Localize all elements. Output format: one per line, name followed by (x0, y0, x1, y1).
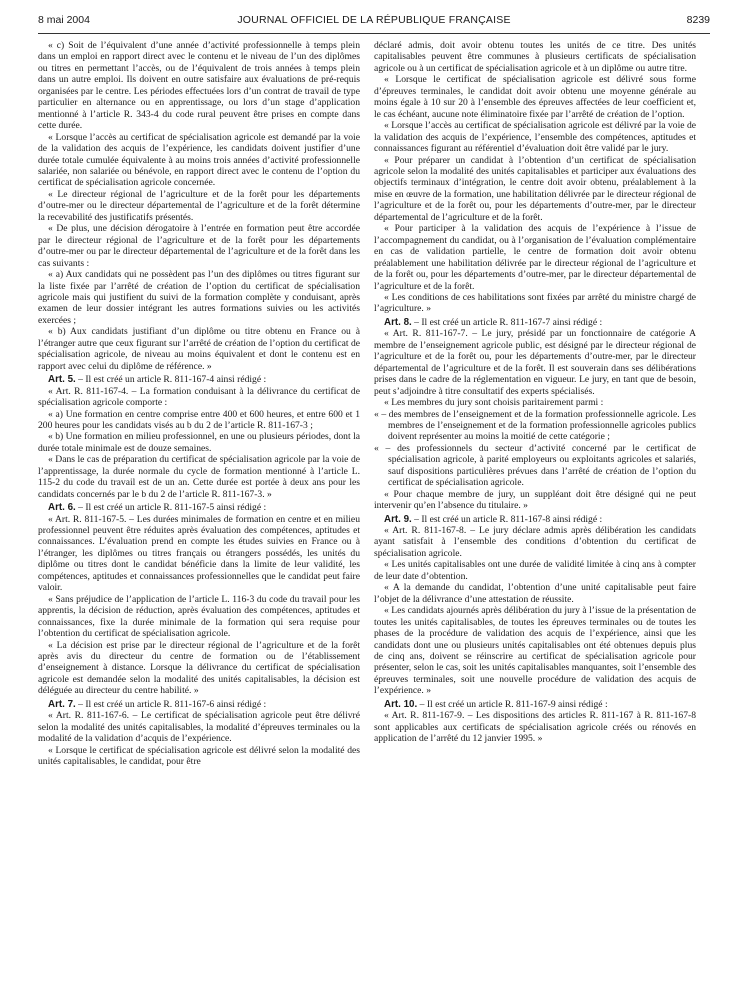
article-heading (374, 514, 696, 525)
article-number: Art. 10. (384, 698, 418, 710)
paragraph: « Pour préparer un candidat à l’obtention d’un certificat de spécialisation agricole selon la modalité des unités capitalisables et participer aux évaluations des objectifs terminaux d’intégration, le centre doit avoir obtenu, préalablement à la mise en œuvre de la formation, une habilitation délivrée par le directeur régional de l’agriculture et de la forêt ou, pour les départements d’outre-mer, par le directeur départemental de l’agriculture et de la forêt. (374, 154, 696, 223)
paragraph: « Art. R. 811-167-4. – La formation conduisant à la délivrance du certificat de spécialisation agricole comporte : (38, 385, 360, 409)
paragraph: « Lorsque l’accès au certificat de spécialisation agricole est délivré par la voie de la validation des acquis de l’expérience, l’ensemble des compétences, aptitudes et connaissances figurant au référentiel d’évaluation doit être validé par le jury. (374, 120, 696, 155)
article-text: – Il est créé un article R. 811-167-9 ainsi rédigé : (417, 698, 608, 710)
article-number: Art. 9. (384, 513, 412, 525)
journal-title: JOURNAL OFFICIEL DE LA RÉPUBLIQUE FRANÇAISE (237, 14, 511, 26)
page-number: 8239 (686, 14, 710, 26)
article-text: – Il est créé un article R. 811-167-4 ainsi rédigé : (75, 374, 267, 386)
article-text: – Il est créé un article R. 811-167-6 ainsi rédigé : (75, 698, 267, 710)
paragraph: « Lorsque l’accès au certificat de spécialisation agricole est demandé par la voie de la validation des acquis de l’expérience, les candidats doivent justifier d’une durée totale cumulée équivalente à au moins trois années d’activité professionnelle salariée, non salariée ou bénévole, en rapport direct avec le contenu de l’option du certificat de spécialisation agricole concernée. (38, 131, 360, 189)
page-header (38, 14, 710, 30)
right-column (374, 40, 696, 745)
article-text: – Il est créé un article R. 811-167-8 ainsi rédigé : (411, 513, 603, 525)
article-heading (374, 317, 696, 328)
article-number: Art. 7. (48, 698, 76, 710)
paragraph: « c) Soit de l’équivalent d’une année d’activité professionnelle à temps plein dans un emploi en rapport direct avec le contenu et le niveau de l’un des diplômes ou titres en permettant l’accès, ou de l’équivalent de trois années à temps plein dans un autre emploi. Ils doivent en outre satisfaire aux évaluations de pré-requis organisées par le centre. Les périodes effectuées lors d’un contrat de travail de type particulier en alternance ou en apprentissage, ou lors d’un stage d’application mentionné à l’article R. 343-4 du code rural peuvent être prises en compte dans cette durée. (38, 40, 360, 132)
paragraph: « Les membres du jury sont choisis paritairement parmi : (384, 397, 604, 409)
paragraph: « Art. R. 811-167-6. – Le certificat de spécialisation agricole peut être délivré selon la modalité des unités capitalisables, la modalité d’épreuves terminales ou la modalité de la validation d’acquis de l’expérience. (38, 710, 360, 745)
paragraph: « A la demande du candidat, l’obtention d’une unité capitalisable peut faire l’objet de la délivrance d’une attestation de réussite. (374, 582, 696, 605)
paragraph: « Art. R. 811-167-9. – Les dispositions des articles R. 811-167 à R. 811-167-8 sont applicables aux certificats de spécialisation agricole créés ou rénovés en application de l’arrêté du 12 janvier 1995. » (374, 710, 696, 745)
list-item: « – des membres de l’enseignement et de la formation professionnelle agricole. Les membres de l’enseignement et de la formation professionnelle agricoles publics doivent représenter au moins la moitié de cette catégorie ; (374, 408, 696, 443)
article-heading (38, 502, 360, 513)
paragraph: « Les conditions de ces habilitations sont fixées par arrêté du ministre chargé de l’agriculture. » (374, 291, 696, 315)
paragraph: « Art. R. 811-167-8. – Le jury déclare admis après délibération les candidats ayant satisfait à l’ensemble des conditions d’obtention du certificat de spécialisation agricole. (374, 525, 696, 559)
header-date: 8 mai 2004 (38, 14, 90, 26)
paragraph: « b) Aux candidats justifiant d’un diplôme ou titre obtenu en France ou à l’étranger autre que ceux figurant sur l’arrêté de création de l’option du certificat de spécialisation agricole, de niveau au moins équivalent et dont le contenu est en rapport avec celui du diplôme de référence. » (38, 326, 360, 372)
paragraph: « Le directeur régional de l’agriculture et de la forêt pour les départements d’outre-mer ou le directeur départemental de l’agriculture et de la forêt détermine la recevabilité des justificatifs présentés. (38, 188, 360, 223)
article-text: – Il est créé un article R. 811-167-5 ainsi rédigé : (75, 502, 267, 514)
article-heading (374, 699, 696, 710)
paragraph: « Les candidats ajournés après délibération du jury à l’issue de la présentation de toutes les unités capitalisables, de toutes les épreuves terminales ou de toutes les phases de la procédure de validation des acquis de l’expérience, ainsi que les candidats dont une ou plusieurs unités capitalisables ont été obtenues depuis plus de cinq ans, doivent se réinscrire au certificat de spécialisation agricole pour présenter, selon le cas, soit les unités capitalisables manquantes, soit l’ensemble des épreuves terminales, soit une nouvelle procédure de validation des acquis de l’expérience. » (374, 605, 696, 697)
header-rule (38, 33, 710, 34)
paragraph: « Sans préjudice de l’application de l’article L. 116-3 du code du travail pour les apprentis, la décision de réduction, après évaluation des compétences, aptitudes et connaissances, fixe la durée minimale de la formation qui sera requise pour l’obtention du certificat de spécialisation agricole. (38, 593, 360, 640)
article-heading (38, 699, 360, 710)
paragraph: « Pour chaque membre de jury, un suppléant doit être désigné qui ne peut intervenir qu’en l’absence du titulaire. » (374, 488, 696, 512)
paragraph: « De plus, une décision dérogatoire à l’entrée en formation peut être accordée par le directeur régional de l’agriculture et de la forêt pour les départements d’outre-mer ou par le directeur départemental de l’agriculture et de la forêt dans les cas suivants : (38, 223, 360, 269)
article-text: – Il est créé un article R. 811-167-7 ainsi rédigé : (411, 316, 603, 328)
paragraph: « b) Une formation en milieu professionnel, en une ou plusieurs périodes, dont la durée totale minimale est de douze semaines. (38, 431, 360, 454)
paragraph: « Les unités capitalisables ont une durée de validité limitée à cinq ans à compter de leur date d’obtention. (374, 559, 696, 582)
paragraph: « La décision est prise par le directeur régional de l’agriculture et de la forêt après avis du directeur du centre de formation ou de l’établissement d’enseignement à distance. Lorsque la délivrance du certificat de spécialisation agricole est demandée selon la modalité des unités capitalisables, la décision est déléguée au directeur du centre habilité. » (38, 639, 360, 697)
paragraph: « Pour participer à la validation des acquis de l’expérience à l’issue de l’accompagnement du candidat, ou à l’organisation de l’évaluation complémentaire en cas de validation partielle, le centre de formation doit avoir obtenu préalablement une habilitation délivrée par le directeur régional de l’agriculture et de la forêt ou, pour les départements d’outre-mer, par le directeur départemental de l’agriculture et de la forêt. (374, 223, 696, 292)
paragraph: déclaré admis, doit avoir obtenu toutes les unités de ce titre. Des unités capitalisables peuvent être communes à plusieurs certificats de spécialisation agricole ou à un certificat de spécialisation agricole et à un diplôme ou autre titre. (374, 40, 696, 74)
paragraph: « Dans le cas de préparation du certificat de spécialisation agricole par la voie de l’apprentissage, la durée normale du cycle de formation mentionné à l’article L. 115-2 du code du travail est de un an. Cette durée est portée à deux ans pour les candidats concernés par le b du 2 de l’article R. 811-167-3. » (38, 454, 360, 500)
paragraph: « a) Aux candidats qui ne possèdent pas l’un des diplômes ou titres figurant sur la liste fixée par l’arrêté de création de l’option du certificat de spécialisation agricole mais qui justifient du suivi de la formation complète y conduisant, après examen de leur dossier intégrant les autres formations suivies ou les activités exercées ; (38, 269, 360, 326)
list-item: « – des professionnels du secteur d’activité concerné par le certificat de spécialisation agricole, à parité employeurs ou exploitants agricoles et salariés, sauf dispositions particulières prévues dans l’arrêté de création de l’option du certificat de spécialisation agricole. (374, 442, 696, 489)
article-number: Art. 5. (48, 374, 76, 386)
article-heading (38, 374, 360, 385)
article-number: Art. 8. (384, 316, 412, 328)
left-column (38, 40, 360, 768)
paragraph: « Lorsque le certificat de spécialisation agricole est délivré selon la modalité des unités capitalisables, le candidat, pour être (38, 744, 360, 768)
paragraph: « a) Une formation en centre comprise entre 400 et 600 heures, et entre 600 et 1 200 heures pour les candidats visés au b du 2 de l’article R. 811-167-3 ; (38, 408, 360, 431)
article-number: Art. 6. (48, 502, 76, 514)
paragraph: « Lorsque le certificat de spécialisation agricole est délivré sous forme d’épreuves terminales, le candidat doit avoir obtenu une moyenne générale au moins égale à 10 sur 20 à l’ensemble des épreuves affectées de leur coefficient et, le cas échéant, aucune note éliminatoire fixée par l’arrêté de création de l’option. (374, 74, 696, 120)
paragraph: « Art. R. 811-167-7. – Le jury, présidé par un fonctionnaire de catégorie A membre de l’enseignement agricole public, est désigné par le directeur régional de l’agriculture et de la forêt ou, pour les départements d’outre-mer, par le directeur départemental de l’agriculture et de la forêt. Il est souverain dans ses délibérations prises dans le cadre de la réglementation en vigueur. Le jury, en tant que de besoin, peut s’adjoindre à titre consultatif des experts spécialisés. (374, 328, 696, 397)
paragraph: « Art. R. 811-167-5. – Les durées minimales de formation en centre et en milieu professionnel peuvent être réduites après évaluation des compétences, aptitudes et connaissances. L’évaluation prend en compte les études suivies en France ou à l’étranger, les diplômes ou titres français ou étrangers possédés, les unités du diplôme ou titres dont le candidat bénéficie dans la limite de leur validité, les compétences, aptitudes et connaissances professionnelles que le candidat peut faire valoir. (38, 513, 360, 594)
